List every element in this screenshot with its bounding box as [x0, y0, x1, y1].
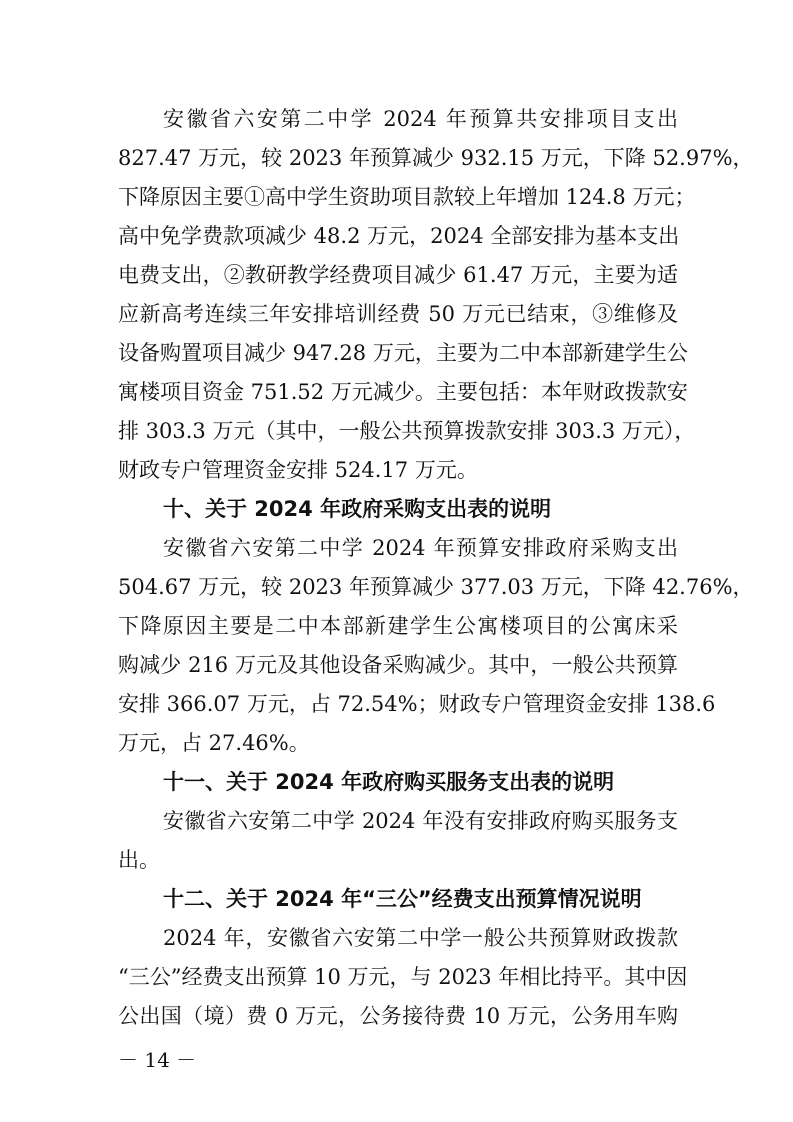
paragraph-2-line-4: 购减少 216 万元及其他设备采购减少。其中，一般公共预算	[118, 653, 678, 677]
paragraph-2-line-2: 504.67 万元，较 2023 年预算减少 377.03 万元，下降 42.76%，	[118, 575, 754, 599]
section-heading-10: 十、关于 2024 年政府采购支出表的说明	[163, 497, 552, 521]
paragraph-2-line-3: 下降原因主要是二中本部新建学生公寓楼项目的公寓床采	[118, 614, 678, 638]
section-heading-11: 十一、关于 2024 年政府购买服务支出表的说明	[163, 770, 615, 794]
paragraph-2-line-1: 安徽省六安第二中学 2024 年预算安排政府采购支出	[163, 536, 678, 560]
paragraph-1-line-3: 下降原因主要①高中学生资助项目款较上年增加 124.8 万元；	[118, 185, 696, 209]
paragraph-1-line-4: 高中免学费款项减少 48.2 万元，2024 全部安排为基本支出	[118, 224, 680, 248]
paragraph-2-line-5: 安排 366.07 万元，占 72.54%；财政专户管理资金安排 138.6	[118, 692, 716, 716]
section-heading-12: 十二、关于 2024 年“三公”经费支出预算情况说明	[163, 887, 642, 911]
paragraph-3-line-2: 出。	[118, 848, 160, 872]
paragraph-1-line-6: 应新高考连续三年安排培训经费 50 万元已结束，③维修及	[118, 302, 678, 326]
paragraph-1-line-2: 827.47 万元，较 2023 年预算减少 932.15 万元，下降 52.97%，	[118, 146, 754, 170]
paragraph-4-line-3: 公出国（境）费 0 万元，公务接待费 10 万元，公务用车购	[118, 1004, 678, 1028]
page-number: － 14 －	[118, 1048, 197, 1072]
paragraph-2-line-6: 万元，占 27.46%。	[118, 731, 310, 755]
paragraph-4-line-1: 2024 年，安徽省六安第二中学一般公共预算财政拨款	[163, 926, 678, 950]
paragraph-1-line-10: 财政专户管理资金安排 524.17 万元。	[118, 458, 478, 482]
paragraph-1-line-8: 寓楼项目资金 751.52 万元减少。主要包括：本年财政拨款安	[118, 380, 688, 404]
paragraph-1-line-9: 排 303.3 万元（其中，一般公共预算拨款安排 303.3 万元），	[118, 419, 696, 443]
paragraph-1-line-5: 电费支出，②教研教学经费项目减少 61.47 万元，主要为适	[118, 263, 678, 287]
paragraph-4-line-2: “三公”经费支出预算 10 万元，与 2023 年相比持平。其中因	[118, 965, 688, 989]
paragraph-3-line-1: 安徽省六安第二中学 2024 年没有安排政府购买服务支	[163, 809, 678, 833]
paragraph-1-line-1: 安徽省六安第二中学 2024 年预算共安排项目支出	[163, 107, 678, 131]
paragraph-1-line-7: 设备购置项目减少 947.28 万元，主要为二中本部新建学生公	[118, 341, 688, 365]
